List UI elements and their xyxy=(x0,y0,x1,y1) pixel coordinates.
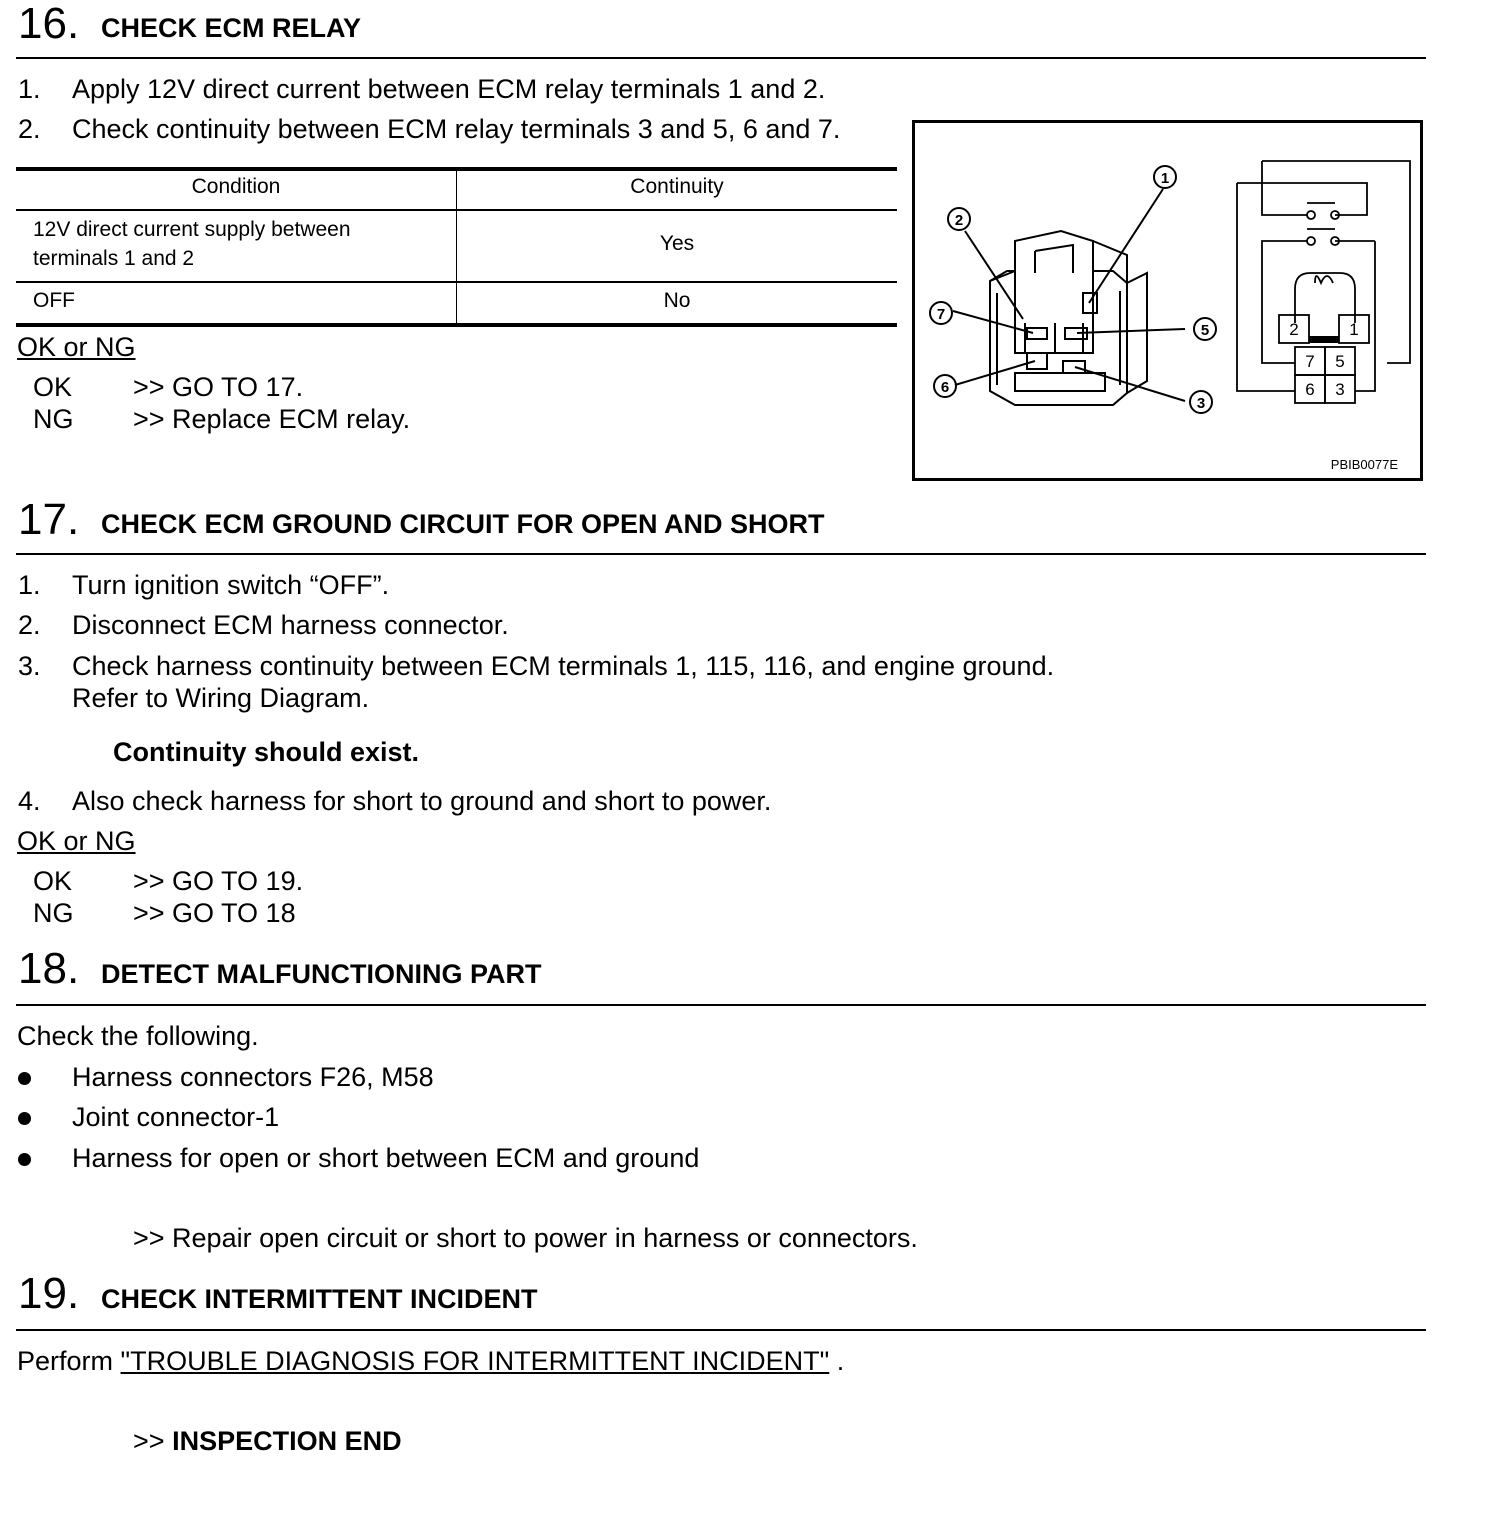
s19-period: . xyxy=(836,1346,845,1376)
callout-3: 3 xyxy=(1196,395,1206,412)
s17-step-1-num: 1. xyxy=(18,570,41,600)
inspection-end-prefix: >> xyxy=(133,1426,165,1456)
table-header-continuity: Continuity xyxy=(630,175,724,198)
s16-ok-action: >> GO TO 17. xyxy=(133,372,304,402)
s16-ok-or-ng: OK or NG xyxy=(17,332,136,362)
section-18-rule xyxy=(16,1004,1426,1006)
section-19-rule xyxy=(16,1329,1426,1331)
section-17-number: 17. xyxy=(18,495,80,544)
s18-bullet-1: Harness connectors F26, M58 xyxy=(72,1062,434,1092)
s18-repair-action: >> Repair open circuit or short to power in harness or connectors. xyxy=(133,1223,918,1253)
figure-code: PBIB0077E xyxy=(1330,457,1398,472)
section-17-title: CHECK ECM GROUND CIRCUIT FOR OPEN AND SHORT xyxy=(101,509,825,539)
s18-intro: Check the following. xyxy=(17,1021,259,1051)
s16-ng-label: NG xyxy=(33,404,74,434)
s17-step-2-num: 2. xyxy=(18,610,41,640)
s17-step-3-text: Check harness continuity between ECM terminals 1, 115, 116, and engine ground. xyxy=(72,651,1055,681)
s18-bullet-2: Joint connector-1 xyxy=(72,1102,280,1132)
s16-ng-action: >> Replace ECM relay. xyxy=(133,404,411,434)
terminal-5-label: 5 xyxy=(1335,352,1345,371)
table-row-2-condition: OFF xyxy=(33,289,75,312)
callout-2: 2 xyxy=(954,212,964,229)
callout-6: 6 xyxy=(940,379,950,396)
s17-step-4-num: 4. xyxy=(18,786,41,816)
inspection-end-text: INSPECTION END xyxy=(172,1426,402,1456)
bullet-dot xyxy=(18,1072,31,1085)
section-18-number: 18. xyxy=(18,944,80,993)
s16-step-1-text: Apply 12V direct current between ECM relay terminals 1 and 2. xyxy=(72,74,826,104)
table-header-condition: Condition xyxy=(191,175,281,198)
terminal-3-label: 3 xyxy=(1335,380,1345,399)
continuity-table xyxy=(16,167,897,329)
bullet-dot xyxy=(18,1112,31,1125)
terminal-1-label: 1 xyxy=(1349,320,1359,339)
bullet-dot xyxy=(18,1153,31,1166)
terminal-6-label: 6 xyxy=(1305,380,1315,399)
section-16-number: 16. xyxy=(18,0,80,48)
section-17-rule xyxy=(16,553,1426,555)
s17-step-3-text-2: Refer to Wiring Diagram. xyxy=(72,683,370,713)
callout-7: 7 xyxy=(936,306,946,323)
s17-step-3-num: 3. xyxy=(18,651,41,681)
s16-step-2-num: 2. xyxy=(18,114,41,144)
trouble-diagnosis-link[interactable]: "TROUBLE DIAGNOSIS FOR INTERMITTENT INCIDENT" xyxy=(120,1346,830,1376)
callout-5: 5 xyxy=(1200,322,1210,339)
s17-ng-label: NG xyxy=(33,898,74,928)
ecm-relay-figure xyxy=(912,120,1423,481)
s17-ok-action: >> GO TO 19. xyxy=(133,866,304,896)
s17-ok-label: OK xyxy=(33,866,73,896)
section-18-title: DETECT MALFUNCTIONING PART xyxy=(101,959,542,989)
terminal-2-label: 2 xyxy=(1289,320,1299,339)
table-row-1-condition-line2: terminals 1 and 2 xyxy=(33,247,195,270)
section-19-title: CHECK INTERMITTENT INCIDENT xyxy=(101,1284,538,1314)
s16-step-1-num: 1. xyxy=(18,74,41,104)
section-16-rule xyxy=(16,57,1426,59)
s19-perform-text: Perform xyxy=(17,1346,114,1376)
s17-step-1-text: Turn ignition switch “OFF”. xyxy=(72,570,390,600)
s16-ok-label: OK xyxy=(33,372,73,402)
terminal-7-label: 7 xyxy=(1305,352,1315,371)
section-19-number: 19. xyxy=(18,1269,80,1318)
s18-bullet-3: Harness for open or short between ECM and ground xyxy=(72,1143,700,1173)
s17-ng-action: >> GO TO 18 xyxy=(133,898,296,928)
table-row-2-continuity: No xyxy=(663,289,691,312)
s17-step-2-text: Disconnect ECM harness connector. xyxy=(72,610,509,640)
s19-inspection-end xyxy=(133,1425,402,1457)
table-row-1-condition-line1: 12V direct current supply between xyxy=(33,218,351,241)
relay-drawing xyxy=(915,123,1420,478)
s17-continuity-note: Continuity should exist. xyxy=(113,737,420,767)
callout-1: 1 xyxy=(1160,170,1170,187)
section-16-title: CHECK ECM RELAY xyxy=(101,13,362,43)
s17-step-4-text: Also check harness for short to ground and short to power. xyxy=(72,786,772,816)
s19-perform-line xyxy=(17,1345,844,1377)
s16-step-2-text: Check continuity between ECM relay terminals 3 and 5, 6 and 7. xyxy=(72,114,841,144)
s17-ok-or-ng: OK or NG xyxy=(17,826,136,856)
table-row-1-continuity: Yes xyxy=(659,232,695,255)
